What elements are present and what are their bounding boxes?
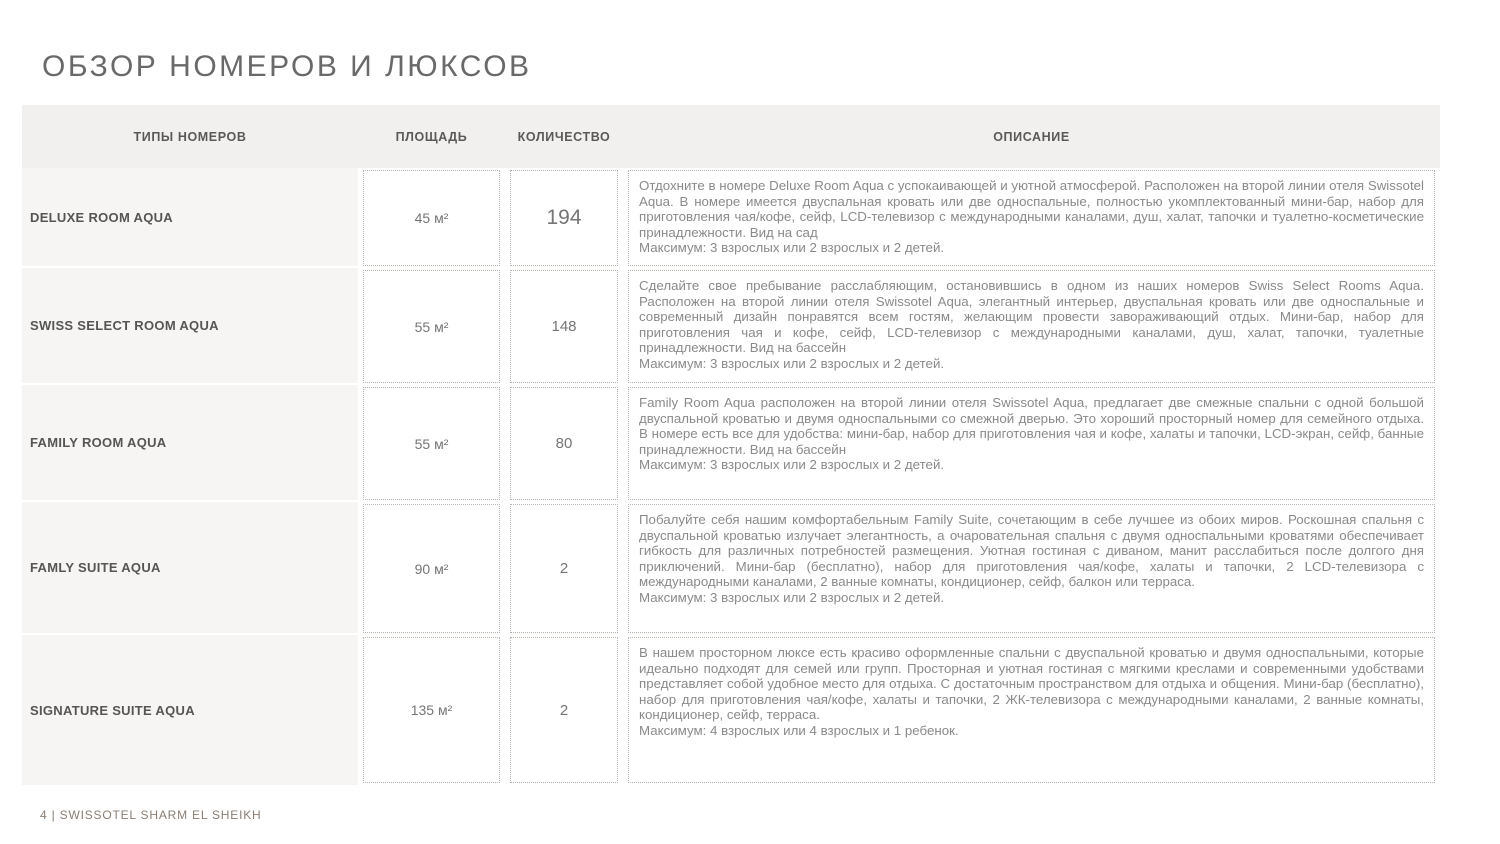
- room-area-value: 55 м²: [363, 270, 500, 383]
- room-quantity-value: 148: [510, 270, 618, 383]
- page-title: ОБЗОР НОМЕРОВ И ЛЮКСОВ: [42, 50, 532, 83]
- table-row: [22, 168, 1440, 268]
- room-type-name: SWISS SELECT ROOM AQUA: [22, 268, 358, 385]
- room-quantity-value: 80: [510, 387, 618, 500]
- room-max-occupancy: Максимум: 3 взрослых или 2 взрослых и 2 детей.: [639, 240, 945, 256]
- room-description-text: Побалуйте себя нашим комфортабельным Family Suite, сочетающим в себе лучшее из обоих миров. Роскошная спальня с двуспальной кроватью излучает элегантность, а очаровательная спальня с двумя односпальными кроватями обеспечивает гибкость для различных потребностей размещения. Уютная гостиная с диваном, манит расслабиться после долгого дня приключений. Мини-бар (бесплатно), набор для приготовления чая/кофе, халаты и тапочки, 2 LCD-телевизора с международными каналами, 2 ванные комнаты, кондиционер, сейф, балкон или терраса.: [639, 512, 1424, 590]
- column-header-area: ПЛОЩАДЬ: [395, 129, 468, 144]
- room-description-text: Family Room Aqua расположен на второй линии отеля Swissotel Aqua, предлагает две смежные спальни с одной большой двуспальной кроватью и двумя односпальными со смежной дверью. Это хороший просторный номер для семейного отдыха. В номере есть все для удобства: мини-бар, набор для приготовления чая и кофе, халаты и тапочки, LCD-экран, сейф, банные принадлежности. Вид на бассейн: [639, 395, 1424, 457]
- room-quantity-value: 2: [510, 504, 618, 633]
- room-area-value: 135 м²: [363, 637, 500, 783]
- room-description-text: В нашем просторном люксе есть красиво оформленные спальни с двуспальной кроватью и двумя односпальными, которые идеально подходят для семей или групп. Просторная и уютная гостиная с мягкими креслами и современными удобствами представляет собой удобное место для отдыха. С достаточным пространством для отдыха и общения. Мини-бар (бесплатно), набор для приготовления чая/кофе, халаты и тапочки, 2 ЖК-телевизора с международными каналами, 2 ванные комнаты, кондиционер, сейф, терраса.: [639, 645, 1424, 723]
- table-row: [22, 502, 1440, 635]
- room-quantity-value: 194: [510, 170, 618, 266]
- room-type-name: SIGNATURE SUITE AQUA: [22, 635, 358, 785]
- room-max-occupancy: Максимум: 3 взрослых или 2 взрослых и 2 детей.: [639, 355, 945, 371]
- room-description-text: Отдохните в номере Deluxe Room Aqua с успокаивающей и уютной атмосферой. Расположен на второй линии отеля Swissotel Aqua. В номере имеется двуспальная кровать или две односпальные, полностью укомплектованный мини-бар, набор для приготовления чая/кофе, сейф, LCD-телевизор с международными каналами, душ, халат, тапочки и туалетно-косметические принадлежности. Вид на сад: [639, 178, 1424, 240]
- room-description-cell: [628, 170, 1435, 266]
- room-area-value: 55 м²: [363, 387, 500, 500]
- room-description-cell: [628, 387, 1435, 500]
- room-area-value: 90 м²: [363, 504, 500, 633]
- table-row: [22, 268, 1440, 385]
- room-quantity-value: 2: [510, 637, 618, 783]
- table-row: [22, 385, 1440, 502]
- room-description-cell: [628, 637, 1435, 783]
- room-description-text: Сделайте свое пребывание расслабляющим, остановившись в одном из наших номеров Swiss Select Rooms Aqua. Расположен на второй линии отеля Swissotel Aqua, элегантный интерьер, двуспальная кровать или две односпальные и современный дизайн понравятся всем гостям, желающим провести завораживающий отдых. Мини-бар, набор для приготовления чая и кофе, сейф, LCD-телевизор с международными каналами, душ, халат, тапочки, туалетные принадлежности. Вид на бассейн: [639, 278, 1424, 356]
- column-header-room-types: ТИПЫ НОМЕРОВ: [133, 129, 247, 144]
- room-max-occupancy: Максимум: 3 взрослых или 2 взрослых и 2 детей.: [639, 457, 945, 473]
- room-type-name: DELUXE ROOM AQUA: [22, 168, 358, 268]
- rooms-overview-table: [22, 105, 1440, 785]
- room-max-occupancy: Максимум: 4 взрослых или 4 взрослых и 1 ребенок.: [639, 722, 959, 738]
- room-max-occupancy: Максимум: 3 взрослых или 2 взрослых и 2 детей.: [639, 589, 945, 605]
- room-description-cell: [628, 270, 1435, 383]
- table-header-row: [22, 105, 1440, 168]
- table-row: [22, 635, 1440, 785]
- room-description-cell: [628, 504, 1435, 633]
- column-header-quantity: КОЛИЧЕСТВО: [517, 129, 611, 144]
- room-type-name: FAMLY SUITE AQUA: [22, 502, 358, 635]
- room-type-name: FAMILY ROOM AQUA: [22, 385, 358, 502]
- column-header-description: ОПИСАНИЕ: [993, 129, 1070, 144]
- room-area-value: 45 м²: [363, 170, 500, 266]
- page-footer: 4 | SWISSOTEL SHARM EL SHEIKH: [40, 808, 262, 822]
